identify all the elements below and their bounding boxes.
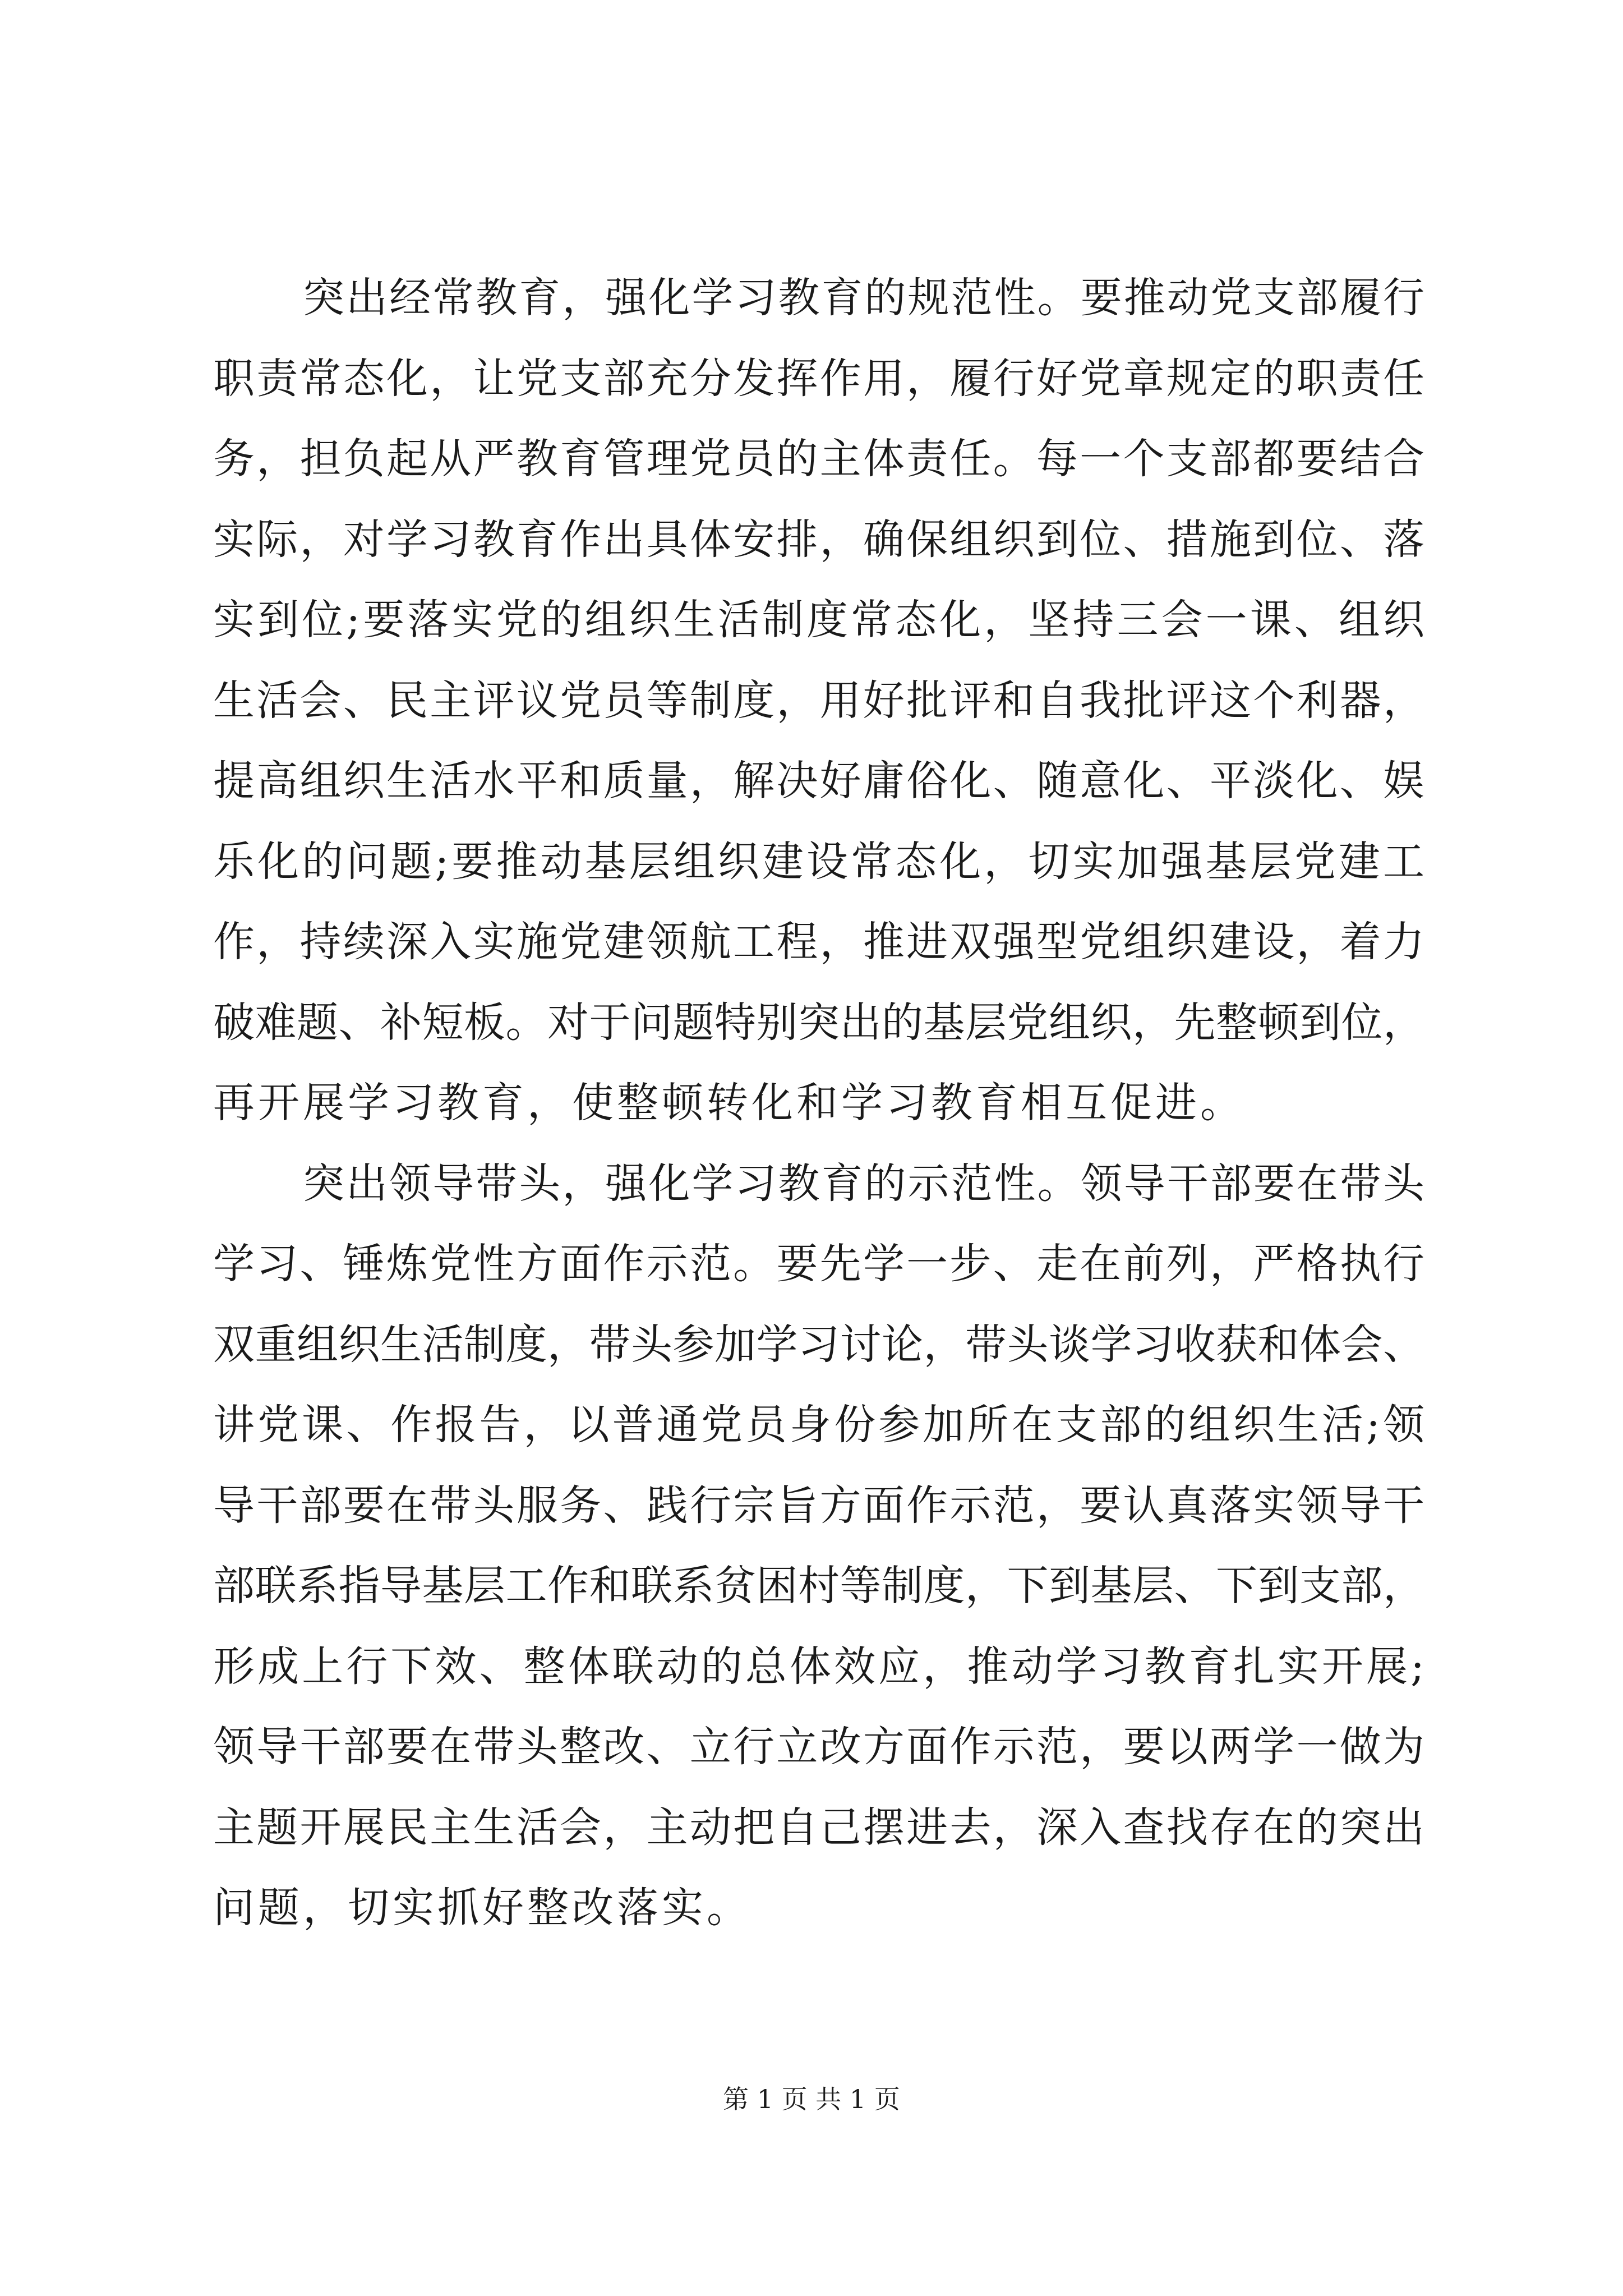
page-number-footer: 第 1 页 共 1 页 — [723, 2084, 900, 2114]
paragraph-line: 作，持续深入实施党建领航工程，推进双强型党组织建设，着力 — [213, 918, 1424, 966]
paragraph-line: 双重组织生活制度，带头参加学习讨论，带头谈学习收获和体会、 — [213, 1320, 1424, 1369]
paragraph-line: 提高组织生活水平和质量，解决好庸俗化、随意化、平淡化、娱 — [213, 757, 1424, 805]
paragraph-line: 再开展学习教育，使整顿转化和学习教育相互促进。 — [213, 1079, 1245, 1127]
paragraph-line: 形成上行下效、整体联动的总体效应，推动学习教育扎实开展; — [213, 1642, 1424, 1691]
paragraph-line: 学习、锤炼党性方面作示范。要先学一步、走在前列，严格执行 — [213, 1240, 1424, 1288]
paragraph-line: 务，担负起从严教育管理党员的主体责任。每一个支部都要结合 — [213, 435, 1424, 483]
paragraph-line: 讲党课、作报告，以普通党员身份参加所在支部的组织生活;领 — [213, 1401, 1424, 1449]
paragraph-line: 领导干部要在带头整改、立行立改方面作示范，要以两学一做为 — [213, 1723, 1424, 1771]
paragraph-2 — [213, 1144, 1424, 1949]
paragraph-line: 导干部要在带头服务、践行宗旨方面作示范，要认真落实领导干 — [213, 1481, 1424, 1530]
paragraph-line: 部联系指导基层工作和联系贫困村等制度，下到基层、下到支部， — [213, 1562, 1424, 1610]
paragraph-1 — [213, 258, 1424, 1144]
paragraph-line: 突出领导带头，强化学习教育的示范性。领导干部要在带头 — [303, 1159, 1424, 1208]
paragraph-line: 主题开展民主生活会，主动把自己摆进去，深入查找存在的突出 — [213, 1803, 1424, 1852]
paragraph-line: 生活会、民主评议党员等制度，用好批评和自我批评这个利器， — [213, 676, 1424, 725]
paragraph-line: 乐化的问题;要推动基层组织建设常态化，切实加强基层党建工 — [213, 837, 1424, 886]
paragraph-line: 问题，切实抓好整改落实。 — [213, 1884, 751, 1932]
paragraph-line: 实到位;要落实党的组织生活制度常态化，坚持三会一课、组织 — [213, 596, 1424, 644]
document-body — [213, 258, 1424, 1949]
paragraph-line: 职责常态化，让党支部充分发挥作用，履行好党章规定的职责任 — [213, 354, 1424, 403]
paragraph-line: 突出经常教育，强化学习教育的规范性。要推动党支部履行 — [303, 274, 1424, 322]
paragraph-line: 实际，对学习教育作出具体安排，确保组织到位、措施到位、落 — [213, 515, 1424, 564]
paragraph-line: 破难题、补短板。对于问题特别突出的基层党组织，先整顿到位， — [213, 998, 1424, 1047]
